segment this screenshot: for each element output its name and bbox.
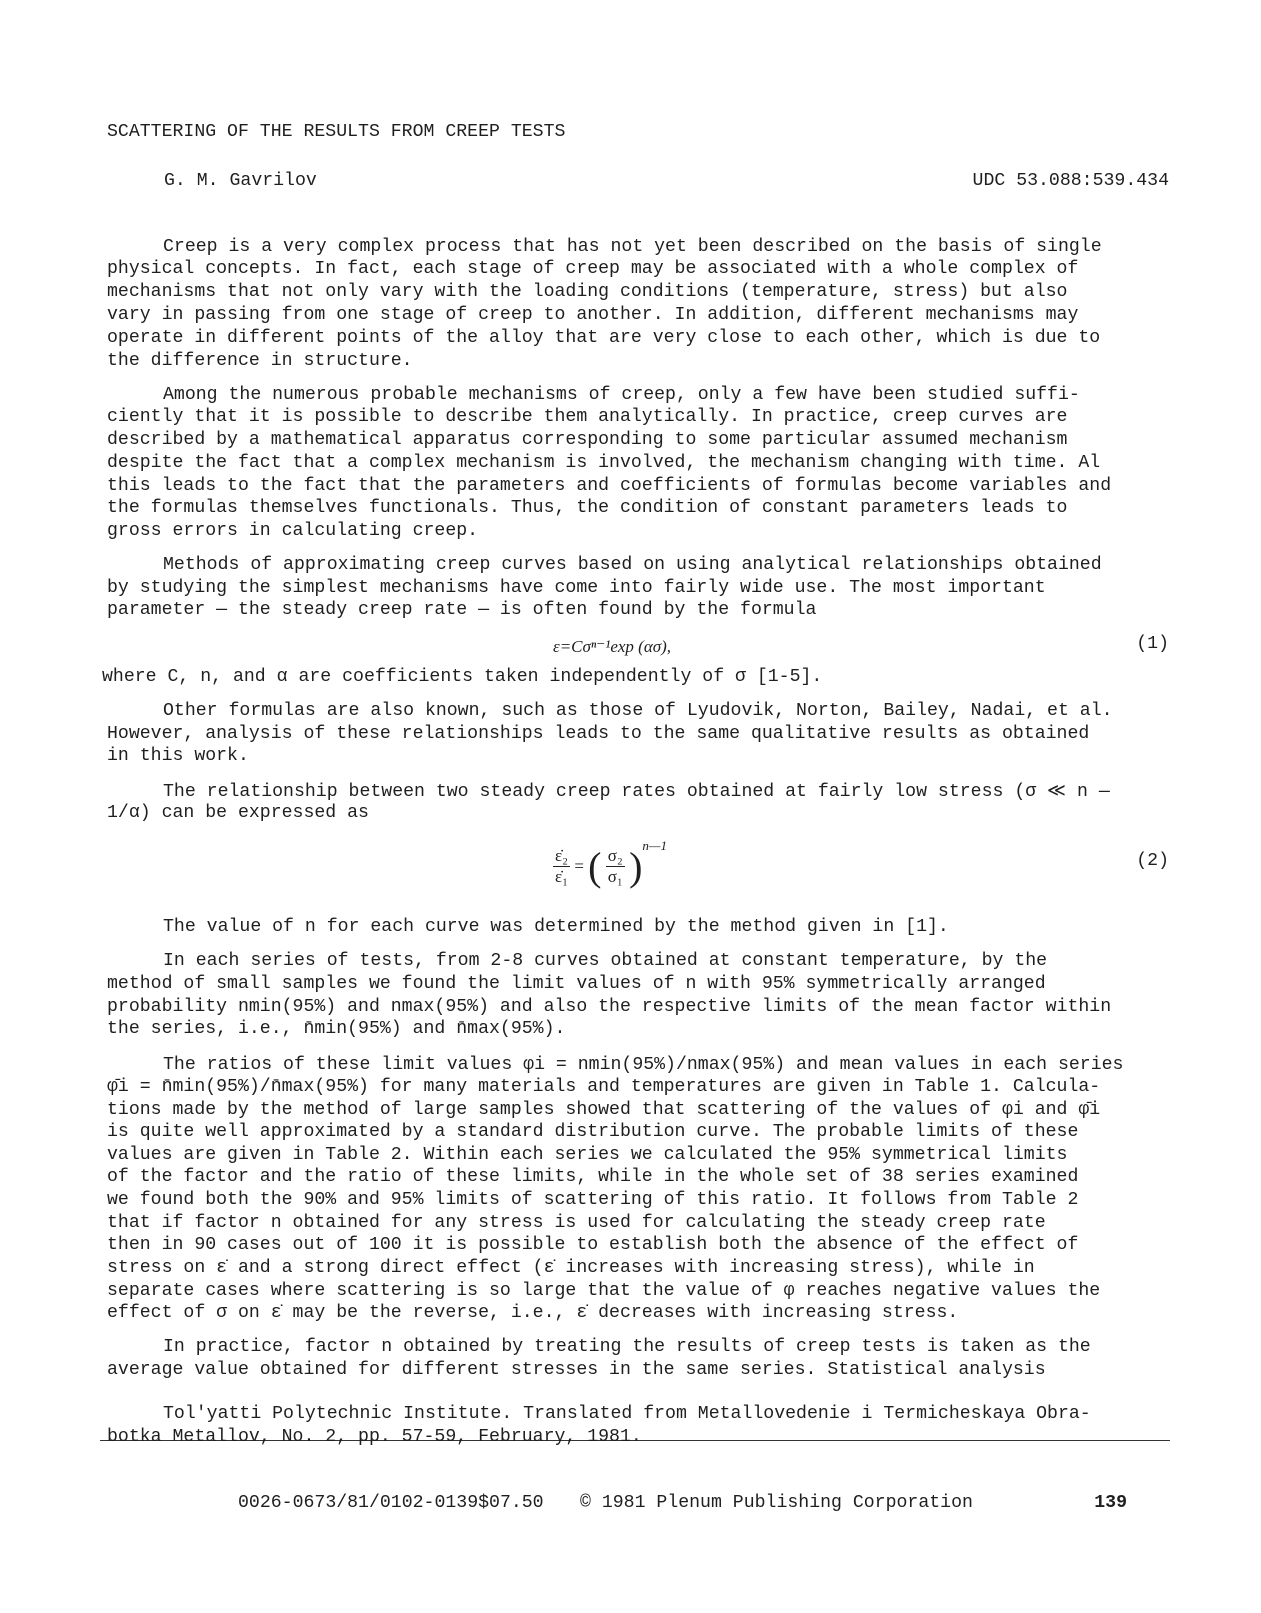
text-line: 1/α) can be expressed as (107, 803, 369, 823)
text-line: In each series of tests, from 2-8 curves obtained at constant temperature, by the (163, 951, 1048, 971)
text-line: vary in passing from one stage of creep to another. In addition, different mechanisms may (107, 305, 1079, 325)
text-line: effect of σ on ε̇ may be the reverse, i.e., ε̇ decreases with increasing stress. (107, 1303, 959, 1323)
text-line: Methods of approximating creep curves based on using analytical relationships obtained (163, 555, 1102, 575)
equation-2 (553, 837, 667, 890)
text-line: described by a mathematical apparatus corresponding to some particular assumed mechanism (107, 430, 1068, 450)
text-line: then in 90 cases out of 100 it is possible to establish both the absence of the effect of (107, 1235, 1079, 1255)
text-line: Other formulas are also known, such as those of Lyudovik, Norton, Bailey, Nadai, et al. (163, 701, 1113, 721)
text-line: average value obtained for different stresses in the same series. Statistical analysis (107, 1360, 1046, 1380)
text-line: method of small samples we found the limit values of n with 95% symmetrically arranged (107, 974, 1046, 994)
equation-2-rhs-numerator: σ₂ (607, 846, 623, 865)
equation-2-number: (2) (1136, 851, 1169, 871)
text-line: by studying the simplest mechanisms have come into fairly wide use. The most important (107, 578, 1046, 598)
text-line: in this work. (107, 746, 249, 766)
text-line: where C, n, and α are coefficients taken independently of σ [1-5]. (102, 667, 823, 687)
close-paren-icon: ) (629, 844, 643, 889)
text-line: Among the numerous probable mechanisms of creep, only a few have been studied suffi- (163, 385, 1080, 405)
equals-sign: = (574, 856, 584, 876)
text-line: The ratios of these limit values φi = nmin(95%)/nmax(95%) and mean values in each series (163, 1055, 1124, 1075)
copyright: © 1981 Plenum Publishing Corporation (580, 1493, 973, 1513)
text-line: The value of n for each curve was determined by the method given in [1]. (163, 917, 949, 937)
equation-2-lhs-fraction (553, 846, 570, 887)
udc-code: UDC 53.088:539.434 (972, 171, 1169, 191)
text-line: of the factor and the ratio of these limits, while in the whole set of 38 series examined (107, 1167, 1079, 1187)
publication-code: 0026-0673/81/0102-0139$07.50 (238, 1493, 544, 1513)
equation-1-number: (1) (1136, 634, 1169, 654)
text-line: ciently that it is possible to describe them analytically. In practice, creep curves are (107, 407, 1068, 427)
text-line: φ̄i = n̄min(95%)/n̄max(95%) for many materials and temperatures are given in Table 1. Calcula- (107, 1077, 1101, 1097)
page-number: 139 (1094, 1493, 1127, 1513)
text-line: this leads to the fact that the parameters and coefficients of formulas become variables and (107, 476, 1112, 496)
text-line: despite the fact that a complex mechanism is involved, the mechanism changing with time. Al (107, 453, 1101, 473)
text-line: probability nmin(95%) and nmax(95%) and also the respective limits of the mean factor within (107, 997, 1112, 1017)
open-paren-icon: ( (588, 844, 602, 889)
text-line: gross errors in calculating creep. (107, 521, 479, 541)
text-line: operate in different points of the alloy that are very close to each other, which is due to (107, 328, 1101, 348)
text-line: the difference in structure. (107, 351, 413, 371)
text-line: we found both the 90% and 95% limits of scattering of this ratio. It follows from Table 2 (107, 1190, 1079, 1210)
equation-2-exponent: n—1 (642, 837, 667, 853)
text-line: mechanisms that not only vary with the loading conditions (temperature, stress) but also (107, 282, 1068, 302)
text-line: separate cases where scattering is so large that the value of φ reaches negative values the (107, 1281, 1101, 1301)
text-line: is quite well approximated by a standard distribution curve. The probable limits of these (107, 1122, 1079, 1142)
footnote-line: botka Metallov, No. 2, pp. 57-59, February, 1981. (107, 1427, 642, 1447)
text-line: that if factor n obtained for any stress is used for calculating the steady creep rate (107, 1213, 1046, 1233)
page-title: SCATTERING OF THE RESULTS FROM CREEP TESTS (107, 122, 566, 142)
equation-2-rhs-denominator: σ₁ (607, 867, 623, 886)
author: G. M. Gavrilov (164, 171, 317, 191)
equation-1: ε=Cσⁿ⁻¹exp (ασ), (553, 637, 672, 656)
text-line: In practice, factor n obtained by treating the results of creep tests is taken as the (163, 1337, 1091, 1357)
text-line: The relationship between two steady creep rates obtained at fairly low stress (σ ≪ n — (163, 782, 1110, 802)
text-line: However, analysis of these relationships leads to the same qualitative results as obtained (107, 724, 1090, 744)
text-line: Creep is a very complex process that has not yet been described on the basis of single (163, 237, 1102, 257)
equation-2-lhs-numerator: ε̇₂ (555, 846, 569, 865)
text-line: tions made by the method of large samples showed that scattering of the values of φi and φ̄i (107, 1100, 1101, 1120)
text-line: physical concepts. In fact, each stage of creep may be associated with a whole complex of (107, 259, 1079, 279)
text-line: the series, i.e., n̄min(95%) and n̄max(95%). (107, 1019, 566, 1039)
text-line: stress on ε̇ and a strong direct effect (ε̇ increases with increasing stress), while in (107, 1258, 1035, 1278)
equation-2-lhs-denominator: ε̇₁ (555, 867, 569, 886)
text-line: parameter — the steady creep rate — is often found by the formula (107, 600, 817, 620)
equation-2-rhs-fraction (606, 846, 625, 887)
text-line: the formulas themselves functionals. Thus, the condition of constant parameters leads to (107, 498, 1068, 518)
footnote-line: Tol'yatti Polytechnic Institute. Translated from Metallovedenie i Termicheskaya Obra- (163, 1404, 1091, 1424)
text-line: values are given in Table 2. Within each series we calculated the 95% symmetrical limits (107, 1145, 1068, 1165)
